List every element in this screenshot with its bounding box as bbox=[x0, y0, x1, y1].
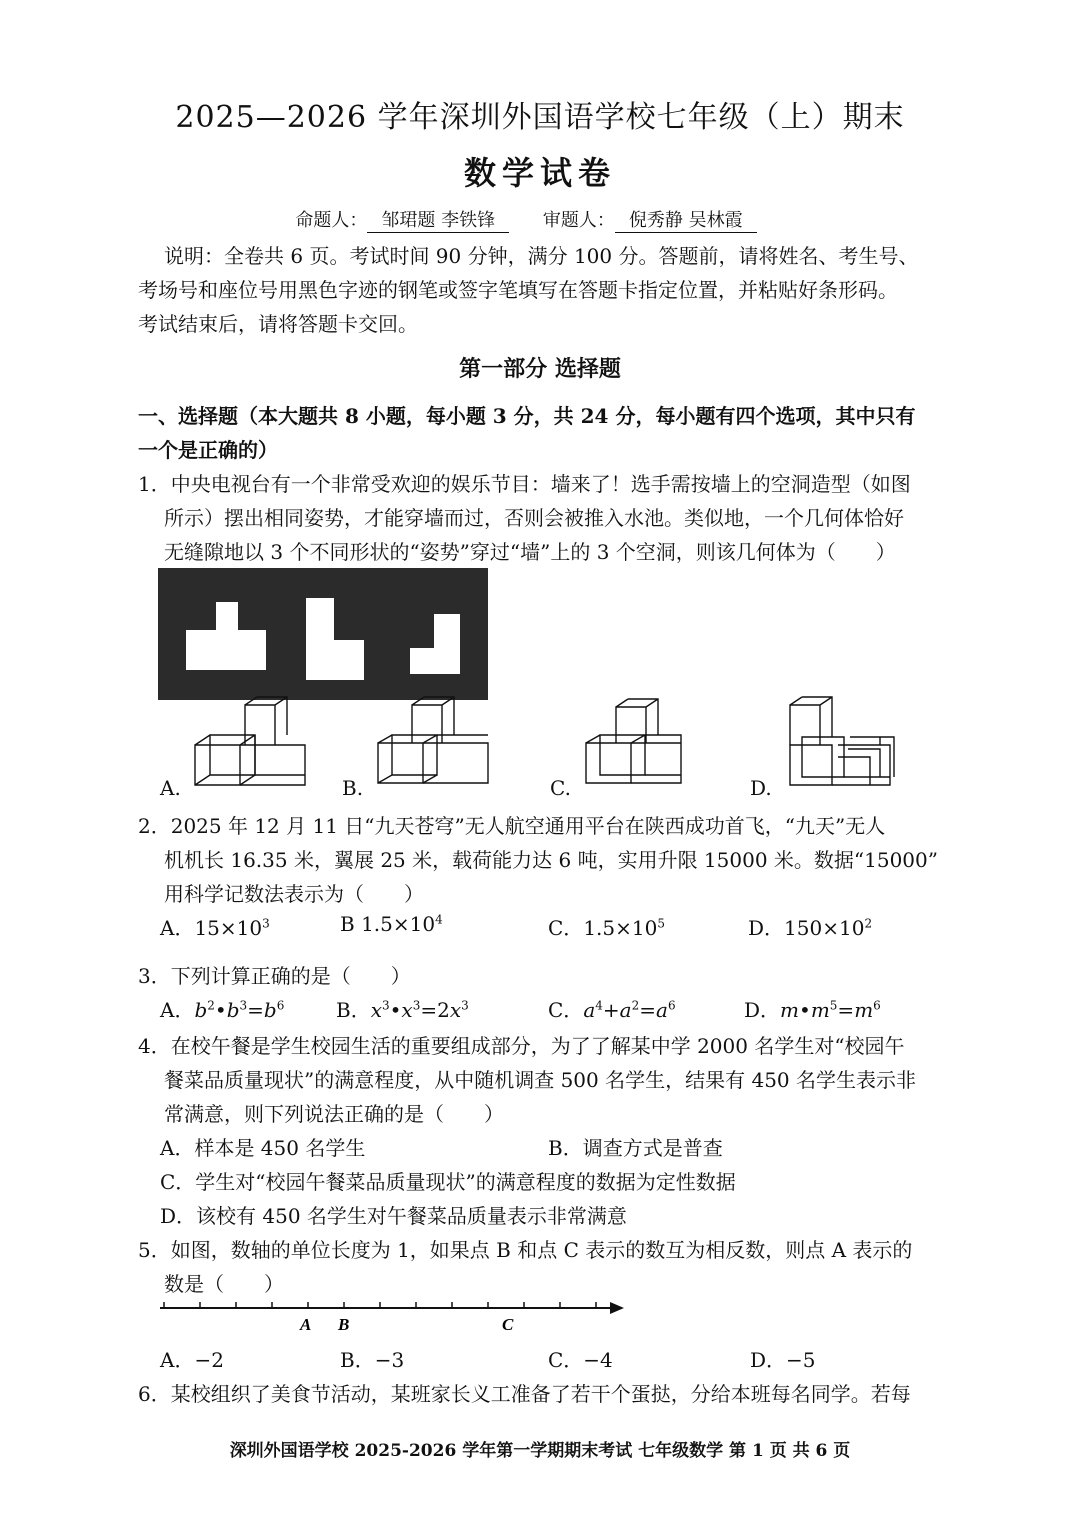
q3-option-c: C．$a^4+a^2=a^6$ bbox=[548, 998, 676, 1022]
q2-line-3: 用科学记数法表示为（ ） bbox=[164, 882, 424, 906]
setter-names: 邹珺题 李铁锋 bbox=[367, 206, 509, 233]
setter-label: 命题人： bbox=[295, 210, 368, 231]
solid-d bbox=[790, 697, 894, 785]
q2-option-b: B $1.5\times 10^4$ bbox=[340, 912, 443, 936]
exam-title: 2025—2026 学年深圳外国语学校七年级（上）期末 bbox=[175, 100, 905, 135]
q3-option-b: B．$x^3•x^3=2x^3$ bbox=[336, 998, 469, 1022]
section-heading-line-2: 一个是正确的） bbox=[138, 438, 278, 462]
q4-line-3: 常满意，则下列说法正确的是（ ） bbox=[164, 1102, 504, 1126]
section-heading-line-1: 一、选择题（本大题共 8 小题，每小题 3 分，共 24 分，每小题有四个选项，其中只有 bbox=[138, 404, 916, 428]
wall-figure bbox=[158, 568, 488, 700]
q3-option-a: A．$b^2•b^3=b^6$ bbox=[160, 998, 285, 1022]
reviewer-label: 审题人： bbox=[542, 210, 615, 231]
q1-line-2: 所示）摆出相同姿势，才能穿墙而过，否则会被推入水池。类似地，一个几何体恰好 bbox=[164, 506, 904, 530]
q3-option-d: D．$m•m^5=m^6$ bbox=[744, 998, 881, 1022]
q5-line-2: 数是（ ） bbox=[164, 1272, 284, 1296]
hole-j-shape bbox=[410, 614, 460, 674]
reviewer-names: 倪秀静 吴林霞 bbox=[615, 206, 757, 233]
instructions-line-2: 考场号和座位号用黑色字迹的钢笔或签字笔填写在答题卡指定位置，并粘贴好条形码。 bbox=[138, 278, 898, 302]
number-line bbox=[150, 1296, 640, 1336]
wall-holes bbox=[158, 568, 488, 700]
q2-line-2: 机机长 16.35 米，翼展 25 米，载荷能力达 6 吨，实用升限 15000 米。数据“15000” bbox=[164, 848, 938, 872]
q4-option-a: A．样本是 450 名学生 bbox=[160, 1136, 366, 1160]
q5-line-1: 5．如图，数轴的单位长度为 1，如果点 B 和点 C 表示的数互为相反数，则点 A 表示的 bbox=[138, 1238, 913, 1262]
q5-option-a: A．−2 bbox=[160, 1348, 224, 1372]
q1-option-c: C. bbox=[550, 776, 571, 800]
q4-line-1: 4．在校午餐是学生校园生活的重要组成部分，为了了解某中学 2000 名学生对“校园午 bbox=[138, 1034, 905, 1058]
q5-option-b: B．−3 bbox=[340, 1348, 405, 1372]
q4-option-c: C．学生对“校园午餐菜品质量现状”的满意程度的数据为定性数据 bbox=[160, 1170, 736, 1194]
q1-line-3: 无缝隙地以 3 个不同形状的“姿势”穿过“墙”上的 3 个空洞，则该几何体为（ ） bbox=[164, 540, 896, 564]
q1-option-a: A. bbox=[160, 776, 181, 800]
q2-line-1: 2．2025 年 12 月 11 日“九天苍穹”无人航空通用平台在陕西成功首飞，“九天”无人 bbox=[138, 814, 886, 838]
q4-option-b: B．调查方式是普查 bbox=[548, 1136, 723, 1160]
page-footer: 深圳外国语学校 2025-2026 学年第一学期期末考试 七年级数学 第 1 页 共 6 页 bbox=[229, 1441, 851, 1461]
q5-option-d: D．−5 bbox=[750, 1348, 816, 1372]
arrow-right-icon bbox=[610, 1302, 624, 1314]
solid-a bbox=[195, 697, 305, 785]
axis-label-c: C bbox=[502, 1315, 514, 1334]
q5-option-c: C．−4 bbox=[548, 1348, 613, 1372]
q6-line: 6．某校组织了美食节活动，某班家长义工准备了若干个蛋挞，分给本班每名同学。若每 bbox=[138, 1382, 911, 1406]
q1-option-b: B. bbox=[342, 776, 364, 800]
exam-subtitle: 数学试卷 bbox=[463, 154, 616, 192]
solid-c bbox=[586, 699, 681, 783]
axis-label-a: A bbox=[300, 1315, 312, 1334]
q4-line-2: 餐菜品质量现状”的满意程度，从中随机调查 500 名学生，结果有 450 名学生表示非 bbox=[164, 1068, 917, 1092]
part-title: 第一部分 选择题 bbox=[459, 356, 621, 382]
instructions-line-3: 考试结束后，请将答题卡交回。 bbox=[138, 312, 418, 336]
q1-option-d: D. bbox=[750, 776, 772, 800]
hole-l-shape bbox=[306, 598, 364, 680]
instructions-line-1: 说明：全卷共 6 页。考试时间 90 分钟，满分 100 分。答题前，请将姓名、考生号、 bbox=[164, 244, 919, 268]
hole-inverted-t bbox=[186, 602, 266, 670]
authors-line bbox=[0, 206, 1080, 233]
axis-label-b: B bbox=[338, 1315, 350, 1334]
q4-option-d: D．该校有 450 名学生对午餐菜品质量表示非常满意 bbox=[160, 1204, 627, 1228]
q3-line: 3．下列计算正确的是（ ） bbox=[138, 964, 411, 988]
q1-line-1: 1．中央电视台有一个非常受欢迎的娱乐节目：墙来了！选手需按墙上的空洞造型（如图 bbox=[138, 472, 911, 496]
solid-b bbox=[378, 697, 488, 783]
q2-option-c: C．$1.5\times 10^5$ bbox=[548, 916, 665, 940]
q2-option-d: D．$150\times 10^2$ bbox=[748, 916, 873, 940]
q2-option-a: A．$15\times 10^3$ bbox=[160, 916, 270, 940]
